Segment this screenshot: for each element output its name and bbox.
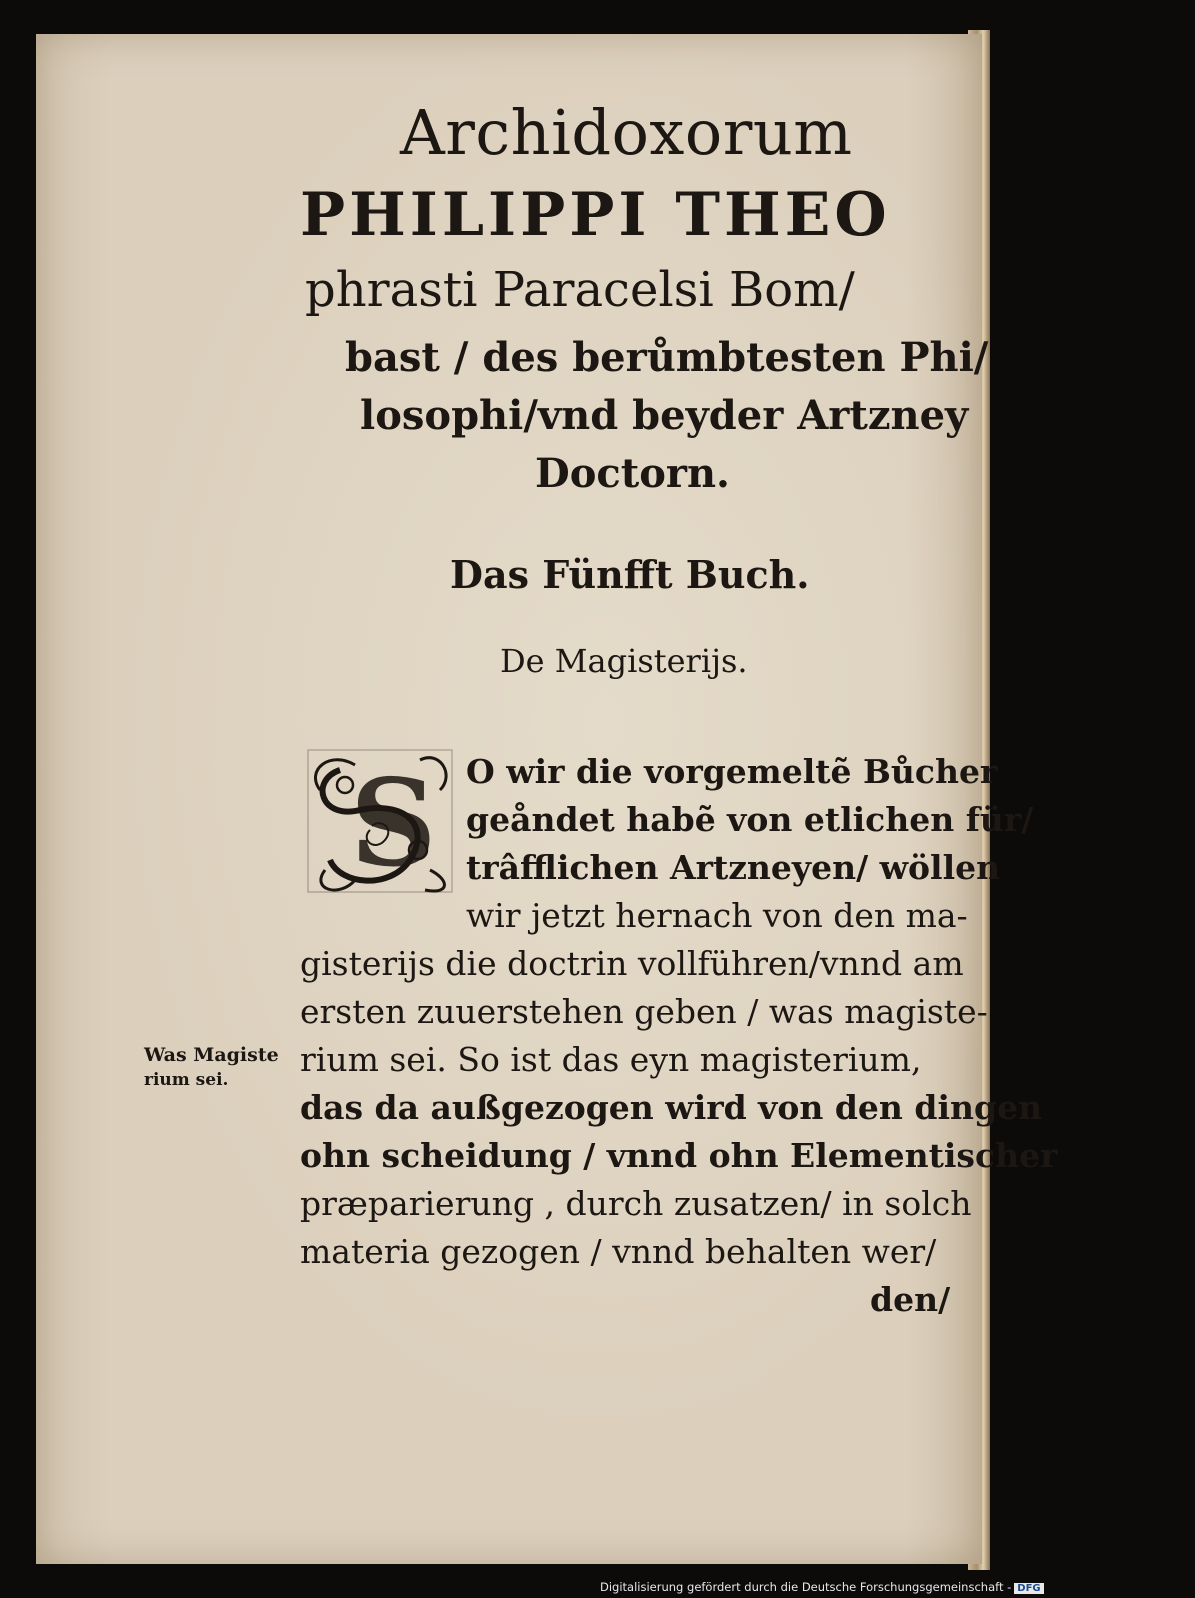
body-line-6: ersten zuuerstehen geben / was magiste- xyxy=(300,992,988,1031)
book-heading: Das Fünfft Buch. xyxy=(450,552,810,597)
margin-note-line-2: rium sei. xyxy=(144,1070,229,1090)
digitization-credit xyxy=(600,1580,1041,1596)
credit-text: Digitalisierung gefördert durch die Deutsche Forschungsgemeinschaft - xyxy=(600,1580,1012,1594)
body-line-1: O wir die vorgemeltẽ Bůcher xyxy=(466,752,998,791)
body-line-2: geåndet habẽ von etlichen für/ xyxy=(466,800,1034,839)
title-line-5: losophi/vnd beyder Artzney xyxy=(360,392,969,439)
title-line-3: phrasti Paracelsi Bom/ xyxy=(305,262,855,318)
margin-note-line-1: Was Magiste xyxy=(144,1044,279,1066)
body-line-12: den/ xyxy=(870,1280,951,1319)
title-line-4: bast / des berůmbtesten Phi/ xyxy=(345,334,989,381)
initial-letter: S xyxy=(350,753,437,894)
section-heading: De Magisterijs. xyxy=(500,642,748,680)
body-line-3: trâfflichen Artzneyen/ wöllen xyxy=(466,848,1001,887)
body-line-4: wir jetzt hernach von den ma- xyxy=(466,896,968,935)
body-line-10: præparierung , durch zusatzen/ in solch xyxy=(300,1184,972,1223)
body-line-9: ohn scheidung / vnnd ohn Elementischer xyxy=(300,1136,1058,1175)
title-line-1: Archidoxorum xyxy=(400,96,853,169)
body-line-8: das da außgezogen wird von den dingen xyxy=(300,1088,1043,1127)
title-line-6: Doctorn. xyxy=(535,450,730,497)
body-line-11: materia gezogen / vnnd behalten wer/ xyxy=(300,1232,937,1271)
body-line-5: gisterijs die doctrin vollführen/vnnd am xyxy=(300,944,964,983)
decorated-initial-icon xyxy=(300,740,460,900)
body-line-7: rium sei. So ist das eyn magisterium, xyxy=(300,1040,922,1079)
dfg-logo: DFG xyxy=(1014,1583,1043,1594)
title-line-2: PHILIPPI THEO xyxy=(300,180,891,250)
